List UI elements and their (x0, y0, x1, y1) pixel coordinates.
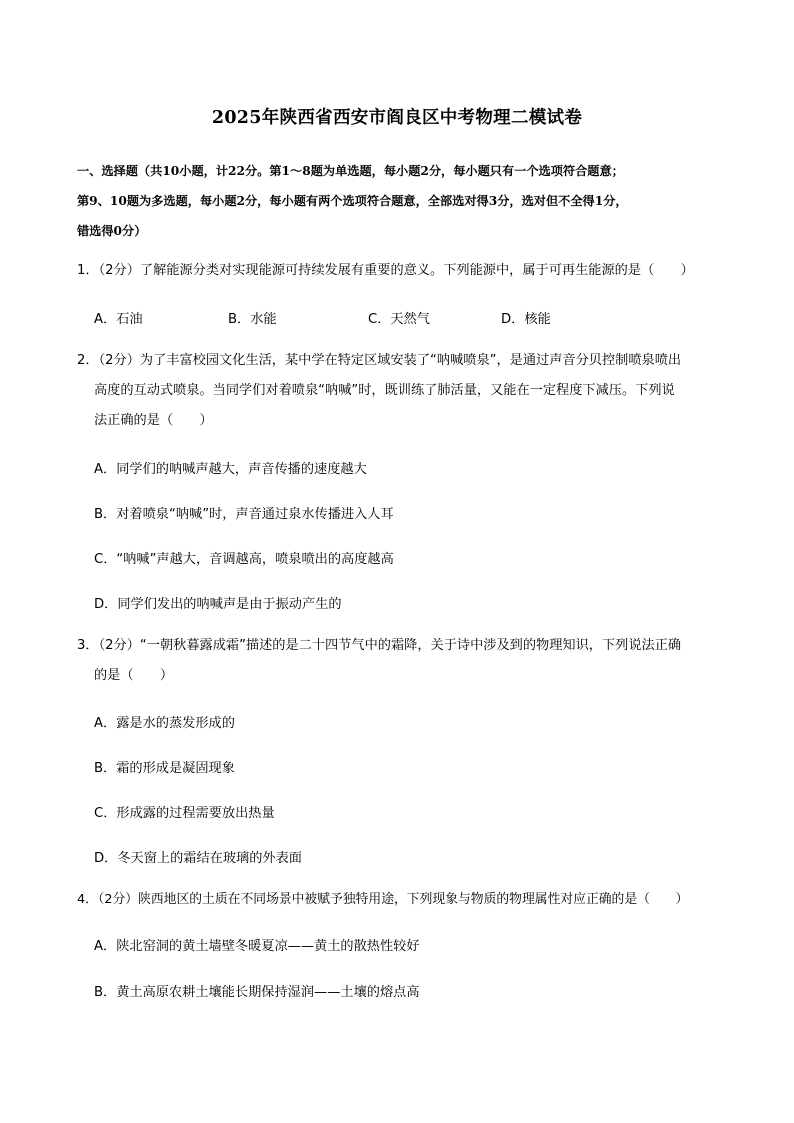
question-stem: 1．（2分）了解能源分类对实现能源可持续发展有重要的意义。下列能源中，属于可再生能源的是（ ） (77, 263, 694, 278)
question-3 (77, 631, 727, 691)
option-b: B．对着喷泉“呐喊”时，声音通过泉水传播进入人耳 (94, 507, 394, 522)
question-stem-continued: 法正确的是（ ） (94, 413, 213, 428)
section-instructions (77, 156, 722, 246)
section-line: 一、选择题（共10小题，计22分。第1～8题为单选题，每小题2分，每小题只有一个选项符合题意； (77, 164, 624, 178)
option-b: B．黄土高原农耕土壤能长期保持湿润——土壤的熔点高 (94, 985, 420, 1000)
question-stem-continued: 高度的互动式喷泉。当同学们对着喷泉“呐喊”时，既训练了肺活量，又能在一定程度下减压。下列说 (94, 383, 675, 398)
option-c: C．天然气 (368, 312, 430, 327)
section-line: 第9、10题为多选题，每小题2分，每小题有两个选项符合题意，全部选对得3分，选对但不全得1分， (77, 194, 628, 208)
option-d: D．同学们发出的呐喊声是由于振动产生的 (94, 597, 342, 612)
option-a: A．露是水的蒸发形成的 (94, 716, 235, 731)
option-a: A．同学们的呐喊声越大，声音传播的速度越大 (94, 462, 367, 477)
question-1 (77, 256, 727, 286)
option-b: B．水能 (228, 312, 277, 327)
option-c: C．形成露的过程需要放出热量 (94, 806, 275, 821)
option-d: D．冬天窗上的霜结在玻璃的外表面 (94, 851, 302, 866)
section-line: 错选得0分） (77, 224, 147, 238)
option-c: C．“呐喊”声越大，音调越高，喷泉喷出的高度越高 (94, 552, 394, 567)
question-stem-continued: 的是（ ） (94, 668, 174, 683)
question-stem: 2．（2分）为了丰富校园文化生活，某中学在特定区域安装了“呐喊喷泉”，是通过声音分贝控制喷泉喷出 (77, 353, 682, 368)
option-b: B．霜的形成是凝固现象 (94, 761, 235, 776)
question-stem: 3．（2分）“一朝秋暮露成霜”描述的是二十四节气中的霜降，关于诗中涉及到的物理知识，下列说法正确 (77, 638, 682, 653)
question-2 (77, 346, 727, 436)
option-a: A．石油 (94, 312, 143, 327)
page-title: 2025年陕西省西安市阎良区中考物理二模试卷 (211, 108, 583, 128)
option-a: A．陕北窑洞的黄土墙壁冬暖夏凉——黄土的散热性较好 (94, 939, 420, 954)
option-d: D．核能 (501, 312, 551, 327)
question-stem: 4．（2分）陕西地区的土质在不同场景中被赋予独特用途，下列现象与物质的物理属性对应正确的是（ ） (77, 892, 689, 907)
question-4 (77, 885, 727, 915)
